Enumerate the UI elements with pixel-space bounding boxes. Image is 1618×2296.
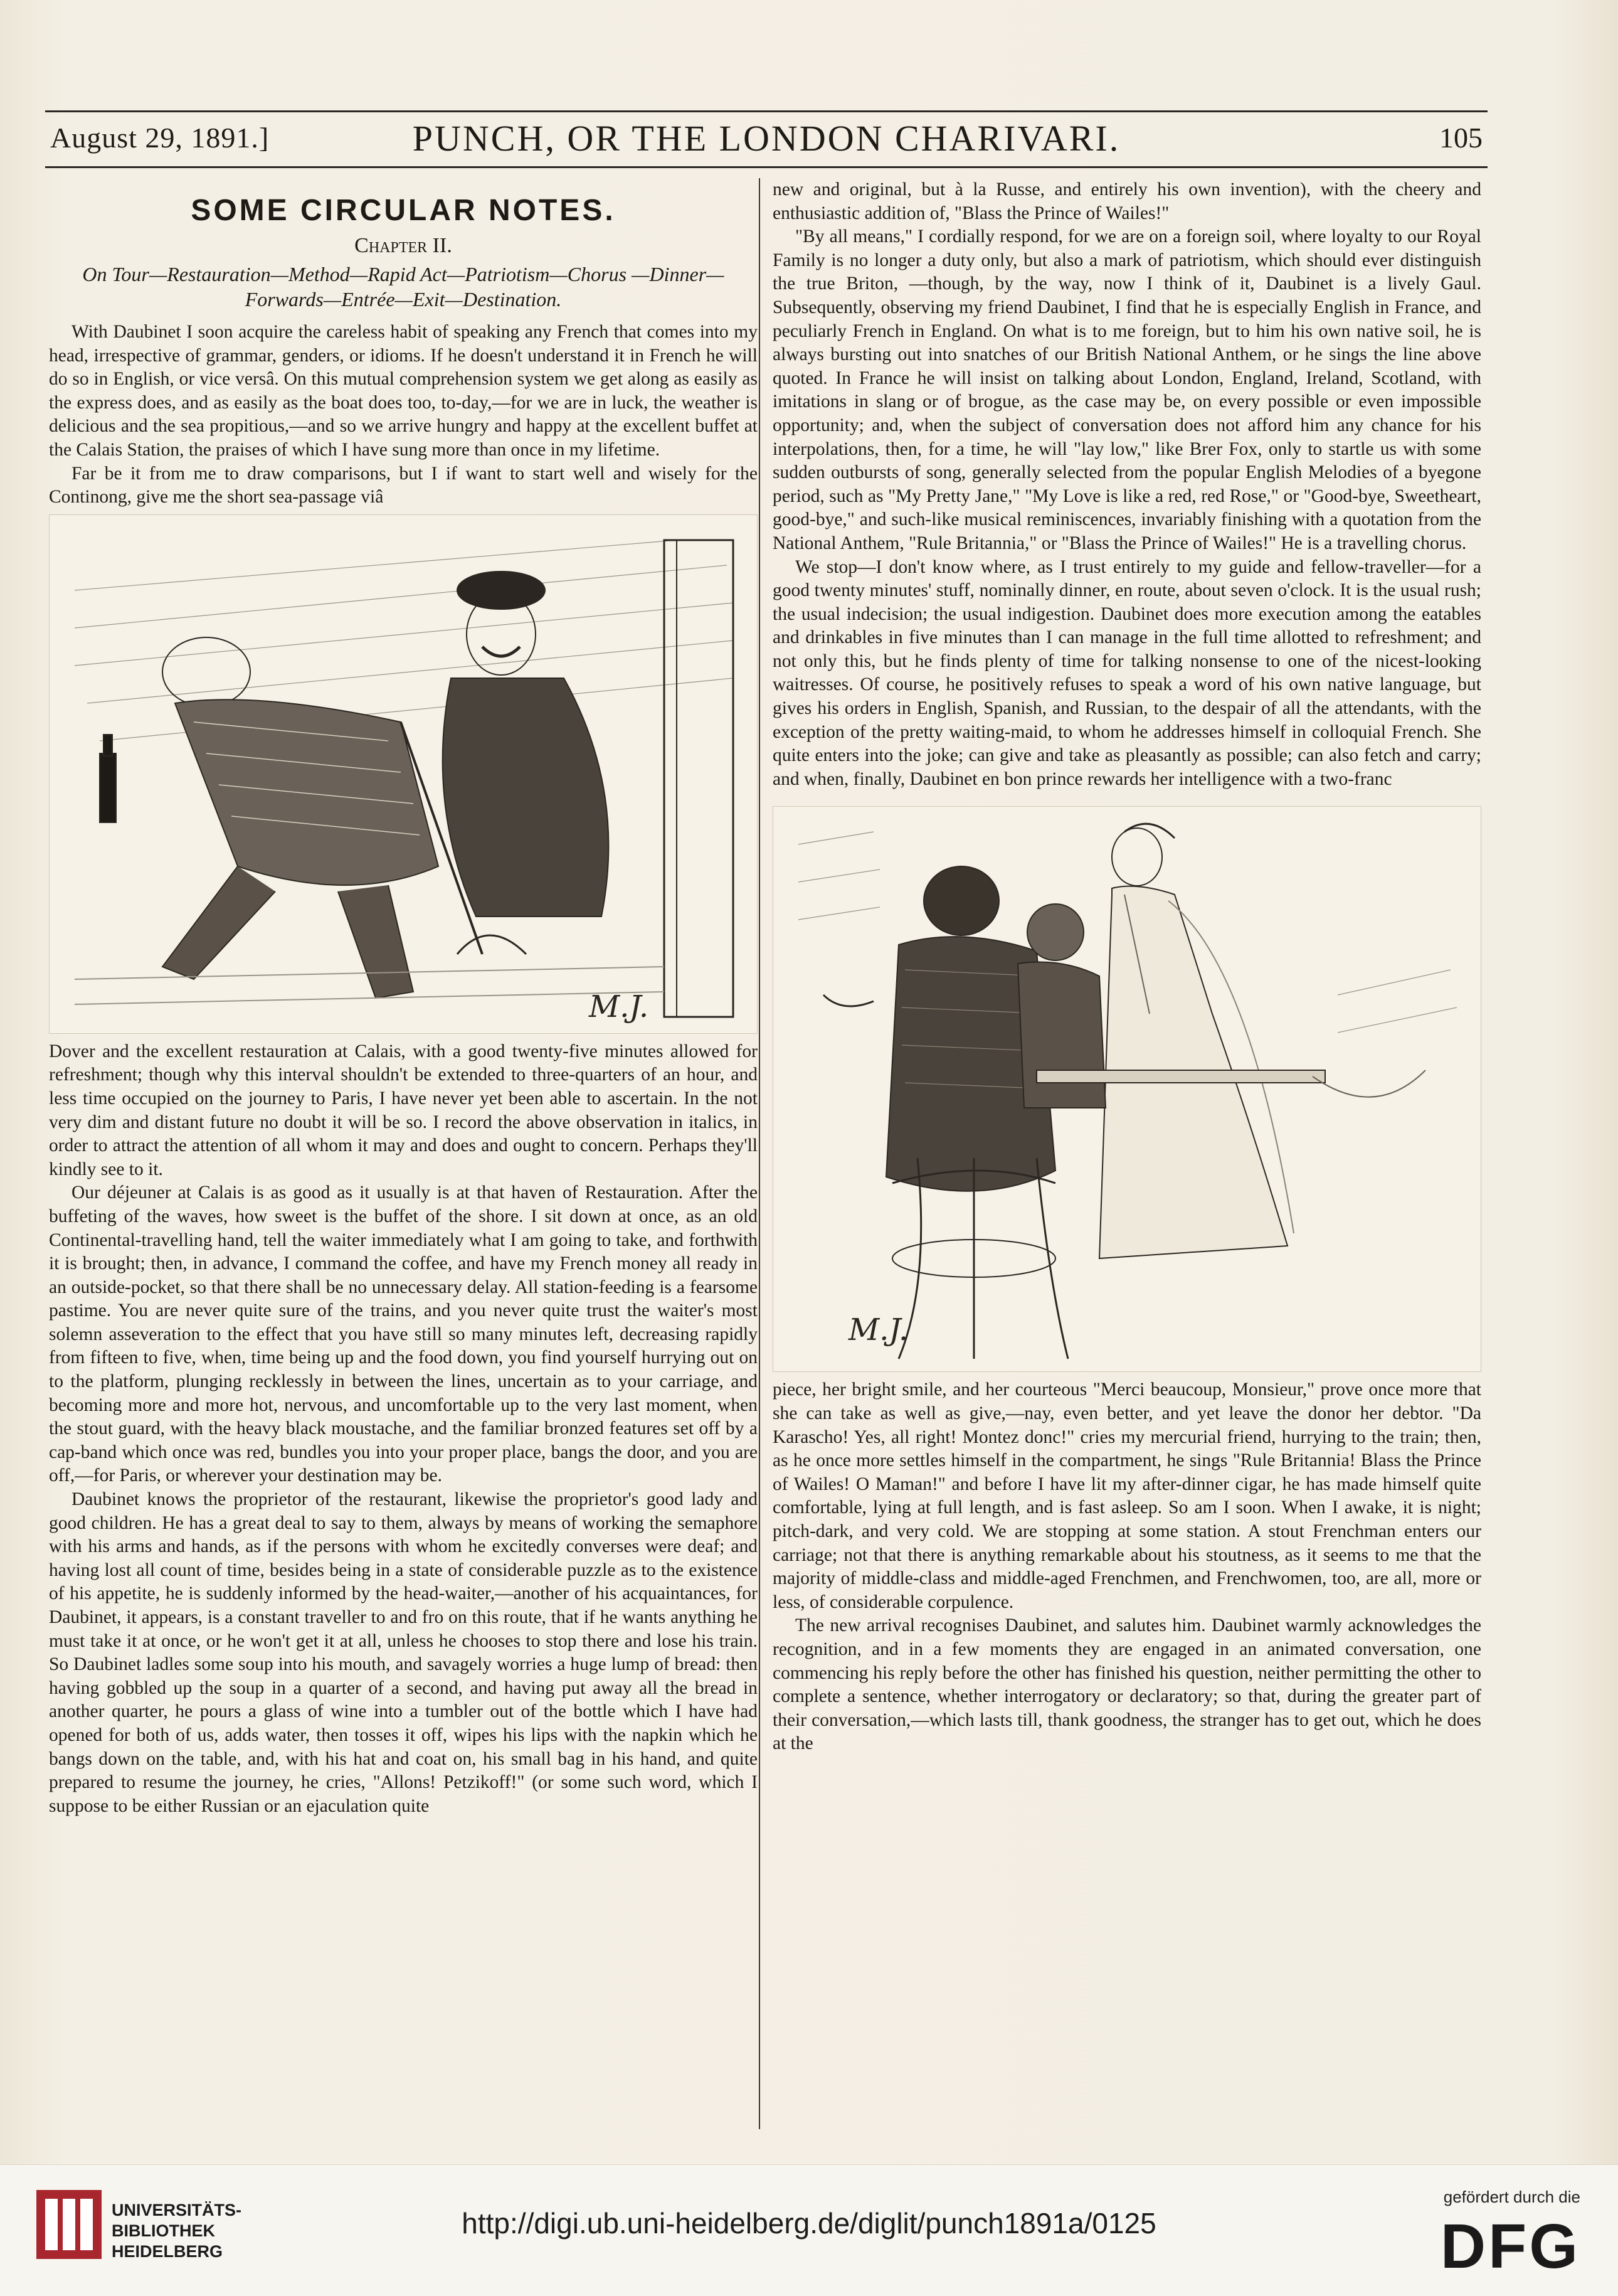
illustration-guard-bundling-traveller — [49, 514, 758, 1034]
paragraph: Far be it from me to draw comparisons, but I if want to start well and wisely for the Continong, give me the short sea-passage viâ — [49, 463, 758, 508]
left-column — [49, 178, 758, 1818]
paragraph: We stop—I don't know where, as I trust entirely to my guide and fellow-traveller—for a good twenty minutes' stuff, nominally dinner, en route, about seven o'clock. It is the usual rush; the usual indecision; the usual indigestion. Daubinet does more execution among the eatables and drinkables in five minutes than I can manage in the full time allotted to refreshment; and not only this, but he finds plenty of time for talking nonsense to one of the nicest-looking waitresses. Of course, he positively refuses to speak a word of his own native language, but gives his orders in English, Spanish, and Russian, to the despair of all the attendants, with the exception of the pretty waiting-maid, to whom he addresses himself in colloquial French. She quite enters into the joke; can give and take as pleasantly as possible; can also fetch and carry; and when, finally, Daubinet en bon prince rewards her intelligence with a two-franc — [773, 556, 1481, 789]
paragraph: Daubinet knows the proprietor of the restaurant, likewise the proprietor's good lady and good children. He has a great deal to say to them, always by means of working the semaphore with his arms and hands, as if the persons with whom he excitedly converses were deaf; and having lost all count of time, besides being in a state of considerable puzzle as to the existence of his appetite, he is suddenly informed by the head-waiter,—another of his acquaintances, for Daubinet, it appears, is a constant traveller to and fro on this route, that if he wants anything he must take it at once, or he won't get it at all, unless he chooses to stop there and lose his train. So Daubinet ladles some soup into his mouth, and savagely worries a huge lump of bread: then having gobbled up the soup in a quarter of a second, and having put away all the bread in another quarter, he pours a glass of wine into a tumbler out of the bottle which I have had opened for both of us, adds water, then tosses it off, wipes his lips with the napkin which he bangs down on the table, and, with his hat and coat on, his small bag in his hand, and quite prepared to resume the journey, he cries, "Allons! Petzikoff!" (or some such word, which I suppose to be either Russian or an ejaculation quite — [49, 1489, 758, 1816]
illustration-1-signature: M.J. — [589, 989, 649, 1024]
right-column — [773, 178, 1481, 1756]
article-subtitle: On Tour—Restauration—Method—Rapid Act—Patriotism—Chorus —Dinner—Forwards—Entrée—Exit—Destination. — [82, 263, 724, 311]
paragraph: With Daubinet I soon acquire the careless habit of speaking any French that comes into my head, irrespective of grammar, genders, or idioms. If he doesn't understand it in French he will do so in English, or vice versâ. On this mutual comprehension system we get along as easily as the express does, and as easily as the boat does too, to-day,—for we are in luck, the weather is delicious and the sea propitious,—and so we arrive hungry and happy at the excellent buffet at the Calais Station, the praises of which I have sung more than once in my lifetime. — [49, 322, 758, 460]
dfg-logo[interactable]: DFG — [1440, 2211, 1580, 2282]
article-title: SOME CIRCULAR NOTES. — [191, 194, 616, 227]
header-date: August 29, 1891.] — [50, 122, 270, 154]
page-header — [45, 110, 1488, 168]
library-name: UNIVERSITÄTS- BIBLIOTHEK HEIDELBERG — [112, 2201, 242, 2261]
engraving-buffet-waitress — [773, 807, 1481, 1371]
paragraph: piece, her bright smile, and her courteous "Merci beaucoup, Monsieur," prove once more that she can take as well as give,—nay, even better, and yet leave the donor her debtor. "Da Karascho! Yes, all right! Montez donc!" cries my mercurial friend, hurrying to the train; then, as he once more settles himself in the compartment, he sings "Rule Britannia! Blass the Prince of Wailes! O Maman!" and before I have lit my after-dinner cigar, he has made himself quite comfortable, lying at full length, and is fast asleep. So am I soon. When I awake, it is night; pitch-dark, and very cold. We are stopping at some station. A stout Frenchman enters our carriage; not that there is anything remarkable about his stoutness, as it seems to me that the majority of middle-class and middle-aged Frenchmen, and Frenchwomen, too, are all, more or less, of considerable corpulence. — [773, 1379, 1481, 1612]
header-title: PUNCH, OR THE LONDON CHARIVARI. — [412, 118, 1121, 159]
paragraph: Our déjeuner at Calais is as good as it usually is at that haven of Restauration. After the buffeting of the waves, how sweet is the buffet of the shore. I sit down at once, as an old Continental-travelling hand, tell the waiter immediately what I am going to take, and forthwith it is brought; then, in advance, I command the coffee, and have my French money all ready in an outside-pocket, so that there shall be no unnecessary delay. All station-feeding is a fearsome pastime. You are never quite sure of the trains, and you never quite trust the waiter's most solemn asseveration to the effect that you have still so many minutes left, decreasing rapidly from fifteen to five, when, time being up and the food down, you find yourself hurrying out on to the platform, plunging recklessly in between the lines, uncertain as to your carriage, and becoming more and more hot, nervous, and uncomfortable up to the very last moment, when the stout guard, with the heavy black moustache, and the familiar bronzed features set off by a cap-band which once was red, bundles you into your proper place, bangs the door, and you are off,—for Paris, or wherever your destination may be. — [49, 1183, 758, 1486]
paragraph: new and original, but à la Russe, and entirely his own invention), with the cheery and enthusiastic addition of, "Blass the Prince of Wailes!" — [773, 179, 1481, 223]
funded-by-label: gefördert durch die — [1443, 2187, 1580, 2206]
digitization-footer — [0, 2164, 1618, 2296]
article-chapter: Chapter II. — [354, 234, 452, 257]
paragraph: "By all means," I cordially respond, for we are on a foreign soil, where loyalty to our Royal Family is no longer a duty only, but also a mark of patriotism, which should ever distinguish the true Briton, —though, by the way, now I think of it, Daubinet is a lively Gaul. Subsequently, observing my friend Daubinet, I find that he is especially English in France, and peculiarly French in England. On what is to me foreign, but to him his own native soil, he is always bursting out into snatches of our British National Anthem, or he sings the line above quoted. In France he will insist on talking about London, England, Ireland, Scotland, with imitations in slang or of brogue, as the case may be, on every possible or even impossible opportunity; and, when the subject of conversation does not afford him any chance for his interpolations, then, for a time, he will "lay low," like Brer Fox, only to startle us with some sudden outbursts of song, generally selected from the popular English Melodies of a byegone period, such as "My Pretty Jane," "My Love is like a red, red Rose," or "Good-bye, Sweetheart, good-bye," and such-like musical reminiscences, invariably finishing with a quotation from the National Anthem, "Rule Britannia," or "Blass the Prince of Wailes!" He is a travelling chorus. — [773, 226, 1481, 553]
column-divider — [759, 178, 760, 2129]
digital-copy-url-link[interactable]: http://digi.ub.uni-heidelberg.de/diglit/punch1891a/0125 — [462, 2207, 1156, 2240]
illustration-waitress-scene — [773, 806, 1481, 1372]
paragraph: Dover and the excellent restauration at Calais, with a good twenty-five minutes allowed for refreshment; though why this interval shouldn't be extended to three-quarters of an hour, and less time occupied on the journey to Paris, I have never yet been able to ascertain. In the not very dim and distant future no doubt it will be so. I record the above observation in italics, in order to attract the attention of all whom it may and does and ought to concern. Perhaps they'll kindly see to it. — [49, 1041, 758, 1179]
header-page-number: 105 — [1439, 122, 1483, 154]
paragraph: The new arrival recognises Daubinet, and salutes him. Daubinet warmly acknowledges the recognition, and in a few moments they are engaged in an animated conversation, one commencing his reply before the other has finished his question, neither permitting the other to complete a sentence, whether interrogatory or declaratory; so that, during the greater part of their conversation,—which lasts till, thank goodness, the stranger has to get out, which he does at the — [773, 1615, 1481, 1754]
engraving-train-scene — [50, 515, 757, 1033]
illustration-2-signature: M.J. — [849, 1312, 909, 1348]
